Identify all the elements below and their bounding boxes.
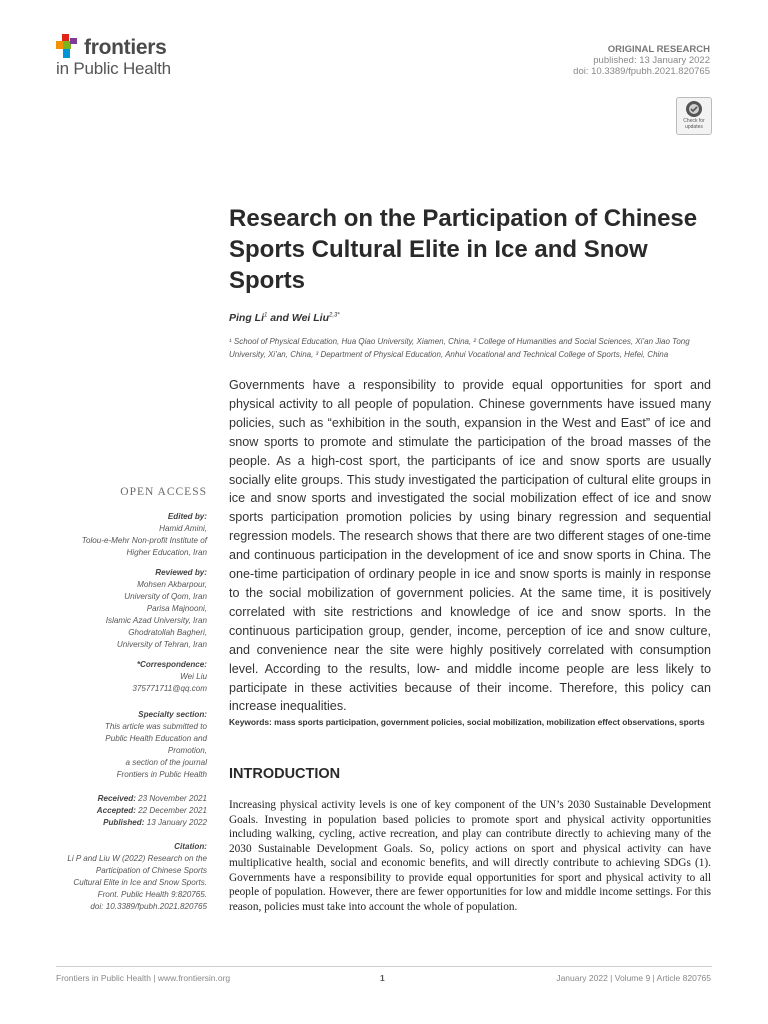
correspondent-name: Wei Liu — [180, 672, 207, 681]
accepted-value: 22 December 2021 — [138, 806, 207, 815]
journal-subtitle: in Public Health — [56, 59, 171, 78]
section-heading: INTRODUCTION — [229, 766, 341, 782]
specialty-line: a section of the journal — [125, 758, 207, 767]
published-value: 13 January 2022 — [146, 818, 207, 827]
editor-line: Tolou-e-Mehr Non-profit Institute of — [81, 536, 207, 545]
check-updates-icon — [685, 100, 703, 118]
reviewer-line: University of Tehran, Iran — [116, 640, 207, 649]
author-link[interactable]: Wei Liu — [291, 312, 329, 324]
article-title: Research on the Participation of Chinese Sports Cultural Elite in Ice and Snow Sports — [229, 205, 698, 294]
citation-line: Li P and Liu W (2022) Research on the — [67, 854, 207, 863]
sidebar-heading: Citation: — [174, 842, 207, 851]
received-value: 23 November 2021 — [138, 794, 207, 803]
history-dates — [40, 793, 207, 829]
affiliations: ¹ School of Physical Education, Hua Qiao University, Xiamen, China, ² College of Humanities and Social Sciences, Xi’an Jiao Tong University, Xi’an, China, ³ Department of Physical Education, Anhui Vocational and Technical College of Sports, Hefei, China — [229, 337, 690, 359]
citation-doi-link[interactable]: doi: 10.3389/fpubh.2021.820765 — [90, 902, 207, 911]
correspondence — [40, 659, 207, 695]
citation-line: Cultural Elite in Ice and Snow Sports. — [73, 878, 207, 887]
footer-divider — [56, 966, 712, 967]
affiliation-marker: 2,3* — [329, 312, 340, 319]
reviewed-by — [40, 567, 207, 651]
citation-line: Front. Public Health 9:820765. — [97, 890, 207, 899]
reviewer-line: University of Qom, Iran — [124, 592, 207, 601]
correspondent-email-link[interactable]: 375771711@qq.com — [132, 684, 207, 693]
accepted-date — [40, 805, 207, 817]
author-link[interactable]: Ping Li — [229, 312, 264, 324]
edited-by — [40, 511, 207, 559]
open-access-label: OPEN ACCESS — [120, 486, 207, 498]
specialty-line: Promotion, — [167, 746, 207, 755]
specialty-line: Public Health Education and — [105, 734, 207, 743]
article-type: ORIGINAL RESEARCH — [607, 44, 710, 55]
received-date — [40, 793, 207, 805]
published-date: published: 13 January 2022 — [593, 55, 710, 66]
citation-line: Participation of Chinese Sports — [95, 866, 207, 875]
article-sidebar — [40, 486, 207, 921]
editor-line: Higher Education, Iran — [126, 548, 207, 557]
specialty-line: This article was submitted to — [104, 722, 207, 731]
abstract: Governments have a responsibility to provide equal opportunities for sport and physical activity to all people of population. Chinese governments have issued many policies, such as “exhibition in the south, expansion in the West and East” of ice and snow sports to promote and stimulate the participation of the broad masses of the people. As a high-cost sport, the participants of ice and snow sports are usually socially elite groups. This study investigated the participation of cultural elite groups in ice and snow sports and investigated the social mobilization effect of ice and snow sports participation promotion policies by using binary regression and sequential regression models. The research shows that there are two different stages of one-time and continuous participation in the development of ice and snow sports in China. The one-time participation of ordinary people in ice and snow sports is mainly in response to the social mobilization of government policies. At the same time, it is positively correlated with site restrictions and knowledge of ice and snow sports. In the continuous participation group, gender, income, perception of ice and snow culture, and convenience near the site were highly positively correlated with consumption level. According to the results, low- and middle income people are less likely to participate in these activities because of their income. Therefore, this policy can increase inequalities. — [229, 378, 711, 714]
footer-journal-link[interactable]: Frontiers in Public Health | www.frontiersin.org — [56, 973, 231, 983]
sidebar-heading: Edited by: — [167, 512, 207, 521]
article-doi: doi: 10.3389/fpubh.2021.820765 — [573, 66, 710, 77]
published-label: Published: — [103, 818, 145, 827]
reviewer-line: Parisa Majnooni, — [146, 604, 207, 613]
check-for-updates-button[interactable] — [676, 97, 712, 135]
author-joiner: and — [267, 312, 292, 324]
published-date-sidebar — [40, 817, 207, 829]
sidebar-heading: Reviewed by: — [155, 568, 207, 577]
accepted-label: Accepted: — [96, 806, 136, 815]
sidebar-heading: *Correspondence: — [136, 660, 207, 669]
check-updates-label: Check for updates — [683, 118, 705, 130]
specialty-line: Frontiers in Public Health — [116, 770, 207, 779]
affiliation-marker: 1 — [264, 312, 268, 319]
footer-issue-info: January 2022 | Volume 9 | Article 820765 — [556, 973, 711, 983]
body-text: Increasing physical activity levels is one of key component of the UN’s 2030 Sustainable Development Goals. Investing in population based policies to promote sport and physical activity opportunities including walking, cycling, active recreation, and play can contribute directly to achieving many of the 2030 Sustainable Development Goals. So, policy actions on sport and physical activity can have multiplicative health, social and economic benefits, and will directly contribute to achieving SDGs (1). Governments have a responsibility to provide equal opportunities for sport and physical activity to all people of population. However, there are fewer opportunities for low and middle income settings. For this reason, policies must take into account the whole of population. — [229, 799, 711, 913]
received-label: Received: — [97, 794, 136, 803]
sidebar-heading: Specialty section: — [138, 710, 207, 719]
reviewer-line: Islamic Azad University, Iran — [105, 616, 207, 625]
journal-logo — [56, 32, 226, 82]
specialty-section — [40, 709, 207, 781]
keywords: Keywords: mass sports participation, government policies, social mobilization, mobilization effect observations, sports — [229, 717, 705, 727]
editor-line: Hamid Amini, — [159, 524, 207, 533]
author-list — [229, 312, 340, 324]
reviewer-line: Ghodratollah Bagheri, — [128, 628, 207, 637]
journal-name: frontiers — [84, 36, 167, 59]
page-number: 1 — [380, 973, 385, 983]
reviewer-line: Mohsen Akbarpour, — [137, 580, 207, 589]
citation — [40, 841, 207, 913]
article-meta — [573, 44, 710, 77]
frontiers-logo-icon — [56, 34, 78, 60]
